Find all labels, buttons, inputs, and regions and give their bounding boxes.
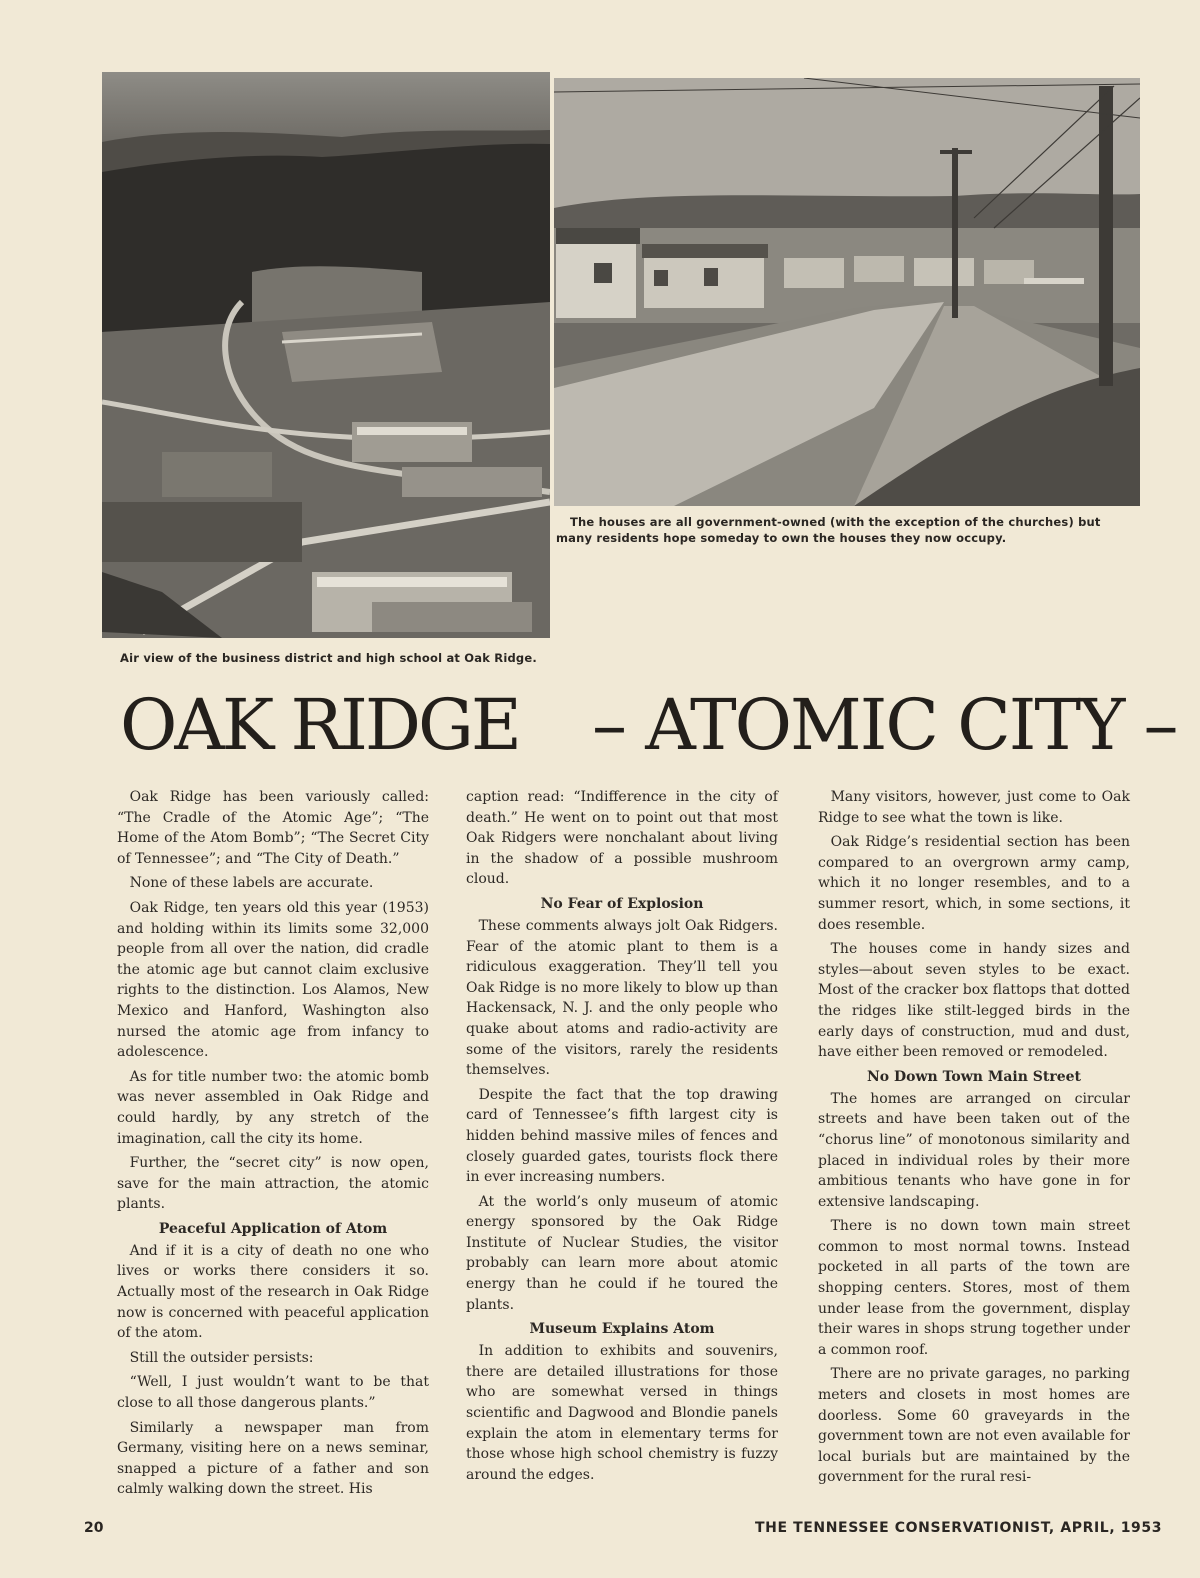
paragraph: And if it is a city of death no one who lives or works there considers it so. Actually most of the research in Oak Ridge now is concerned with peaceful application of the atom. [117, 1242, 429, 1342]
paragraph: None of these labels are accurate. [129, 875, 374, 892]
section-heading: Museum Explains Atom [529, 1321, 715, 1338]
paragraph: The homes are arranged on circular streets and have been taken out of the “chorus line” of monotonous similarity and placed in individual roles by their more ambitious tenants who have gone in for extensive landscaping. [818, 1090, 1130, 1210]
section-heading: Peaceful Application of Atom [158, 1220, 388, 1237]
article-column-1 [117, 787, 429, 1504]
street-photo-image [554, 78, 1140, 506]
section-heading: No Fear of Explosion [540, 895, 704, 912]
publication-footer: THE TENNESSEE CONSERVATIONIST, APRIL, 1953 [755, 1520, 1163, 1536]
aerial-photo-caption: Air view of the business district and high school at Oak Ridge. [120, 651, 537, 665]
paragraph: Oak Ridge, ten years old this year (1953) and holding within its limits some 32,000 people from all over the nation, did cradle the atomic age but cannot claim exclusive rights to the distinction. Los Alamos, New Mexico and Hanford, Washington also nursed the atomic age from infancy to adolescence. [117, 899, 429, 1061]
paragraph: Many visitors, however, just come to Oak Ridge to see what the town is like. [818, 789, 1130, 826]
section-heading: No Down Town Main Street [866, 1068, 1082, 1085]
paragraph: There is no down town main street common to most normal towns. Instead pocketed in all parts of the town are shopping centers. Stores, most of them under lease from the government, display their wares in shops strung together under a common roof. [818, 1218, 1130, 1358]
page-number: 20 [84, 1520, 104, 1536]
paragraph: The houses come in handy sizes and styles—about seven styles to be exact. Most of the cracker box flattops that dotted the ridges like stilt-legged birds in the early days of construction, mud and dust, have either been removed or remodeled. [818, 941, 1130, 1061]
paragraph: Oak Ridge has been variously called: “The Cradle of the Atomic Age”; “The Home of the Atom Bomb”; “The Secret City of Tennessee”; and “The City of Death.” [117, 789, 429, 867]
paragraph: These comments always jolt Oak Ridgers. Fear of the atomic plant to them is a ridiculous exaggeration. They’ll tell you Oak Ridge is no more likely to blow up than Hackensack, N. J. and the only people who quake about atoms and radio-activity are some of the visitors, rarely the residents themselves. [466, 917, 778, 1079]
paragraph: In addition to exhibits and souvenirs, there are detailed illustrations for those who are somewhat versed in things scientific and Dagwood and Blondie panels explain the atom in elementary terms for those whose high school chemistry is fuzzy around the edges. [466, 1343, 778, 1483]
paragraph: “Well, I just wouldn’t want to be that close to all those dangerous plants.” [117, 1374, 429, 1412]
paragraph: As for title number two: the atomic bomb was never assembled in Oak Ridge and could hardly, by any stretch of the imagination, call the city its home. [117, 1068, 429, 1147]
street-photo [554, 78, 1140, 506]
aerial-photo-image [102, 72, 550, 638]
paragraph: Oak Ridge’s residential section has been compared to an overgrown army camp, which it no longer resembles, and to a summer resort, which, in some sections, it does resemble. [818, 834, 1130, 933]
street-photo-caption: The houses are all government-owned (with the exception of the churches) but many residents hope someday to own the houses they now occupy. [556, 515, 1101, 545]
aerial-photo [102, 72, 550, 638]
paragraph: Further, the “secret city” is now open, save for the main attraction, the atomic plants. [117, 1155, 429, 1213]
article-column-2 [466, 787, 778, 1489]
paragraph: Still the outsider persists: [129, 1349, 314, 1366]
paragraph: There are no private garages, no parking meters and closets in most homes are doorless. Some 60 graveyards in the government town are not even available for local burials but are maintained by the government for the rural resi- [818, 1366, 1130, 1486]
paragraph: Despite the fact that the top drawing card of Tennessee’s fifth largest city is hidden behind massive miles of fences and closely guarded gates, tourists flock there in ever increasing numbers. [466, 1086, 778, 1186]
headline-sub: – ATOMIC CITY – [592, 684, 1177, 766]
paragraph: At the world’s only museum of atomic energy sponsored by the Oak Ridge Institute of Nuclear Studies, the visitor probably can learn more about atomic energy than he could if he toured the plants. [466, 1193, 778, 1313]
paragraph: caption read: “Indifference in the city of death.” He went on to point out that most Oak Ridgers were nonchalant about living in the shadow of a possible mushroom cloud. [466, 789, 778, 888]
article-column-3 [818, 787, 1130, 1492]
headline-main: OAK RIDGE [120, 684, 519, 766]
paragraph: Similarly a newspaper man from Germany, visiting here on a news seminar, snapped a picture of a father and son calmly walking down the street. His [117, 1419, 429, 1498]
